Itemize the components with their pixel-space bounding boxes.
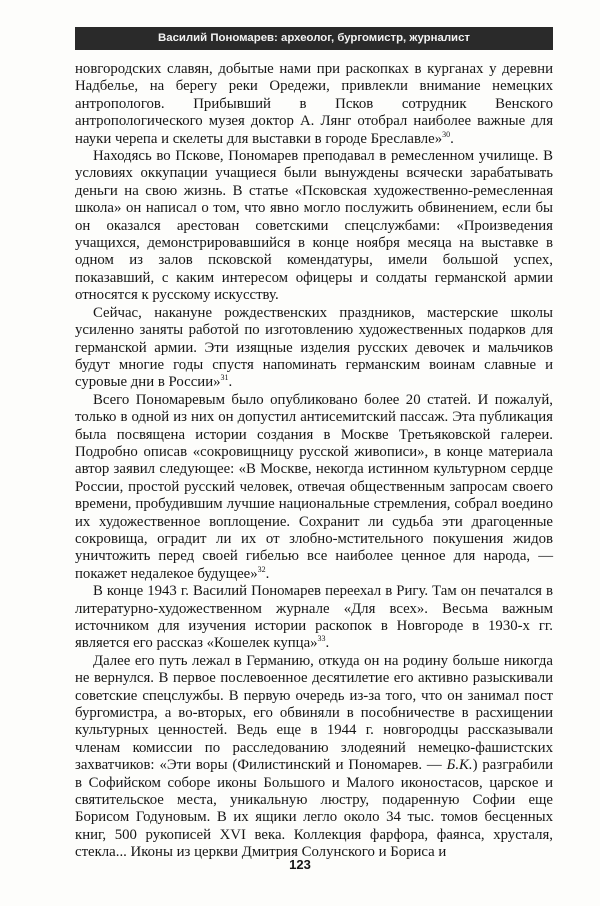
paragraph-2: Находясь во Пскове, Пономарев преподавал в ремесленном училище. В условиях оккупации учащиеся были вынуждены всячески зарабатывать деньги на свою жизнь. В статье «Псковская художественно-ремесленная школа» он написал о том, что явно могло послужить обвинением, если бы он оказался арестован советскими спецслужбами: «Произведения учащихся, демонстрировавшийся в конце ноября месяца на выставке в одном из залов псковской комендатуры, имели большой успех, показавший, с каким интересом офицеры и солдаты германской армии относятся к русскому искусству. [75,148,553,304]
running-header: Василий Пономарев: археолог, бургомистр, журналист [75,27,553,50]
paragraph-5: В конце 1943 г. Василий Пономарев переехал в Ригу. Там он печатался в литературно-художественном журнале «Для всех». Весьма важным источником для изучения истории раскопок в Новгороде в 1930-х гг. является его рассказ «Кошелек купца»$^{33}$. [75,583,553,652]
author-initials: Б.К. [446,757,473,774]
page-number: 123 [289,857,311,872]
paragraph-6: Далее его путь лежал в Германию, откуда он на родину больше никогда не вернулся. В первое послевоенное десятилетие его активно разыскивали советские спецслужбы. В первую очередь из-за того, что он занимал пост бургомистра, а во-вторых, его обвиняли в пособничестве в расхищении культурных ценностей. Ведь еще в 1944 г. новгородцы рассказывали членам комиссии по расследованию злодеяний немецко-фашистских захватчиков: «Эти воры (Филистинский и Пономарев. — Б.К.) разграбили в Софийском соборе иконы Большого и Малого иконостасов, царское и святительское места, уникальную люстру, подаренную Софии еще Борисом Годуновым. В их ящики легло около 34 тыс. томов бесценных книг, 500 рукописей XVI века. Коллекция фарфора, фаянса, хрусталя, стекла... Иконы из церкви Дмитрия Солунского и Бориса и [75,652,553,861]
body-text [75,61,553,862]
footnote-ref-33: 33 [317,634,326,644]
footnote-ref-32: 32 [257,564,266,574]
footnote-ref-30: 30 [442,129,451,139]
paragraph-1: новгородских славян, добытые нами при раскопках в курганах у деревни Надбелье, на берегу реки Оредежи, привлекли внимание немецких антропологов. Прибывший в Псков сотрудник Венского антропологического музея доктор А. Лянг отобрал наиболее важные для науки черепа и скелеты для выставки в городе Бреславле»$^{30}$. [75,61,553,147]
paragraph-4: Всего Пономаревым было опубликовано более 20 статей. И пожалуй, только в одной из них он допустил антисемитский пассаж. Эта публикация была посвящена истории создания в Москве Третьяковской галереи. Подробно описав «сокровищницу русской живописи», в конце материала автор заявил следующее: «В Москве, некогда истинном культурном сердце России, простой русский человек, отвечая общественным запросам своего времени, пробудившим лучшие национальные стремления, собрал воедино их художественное воплощение. Сохранит ли судьба эти драгоценные сокровища, оградит ли их от злобно-мстительного покушения жидов уничтожить перед своей гибелью все наиболее ценное для народа, — покажет недалекое будущее»$^{32}$. [75,391,553,582]
footnote-ref-31: 31 [220,373,229,383]
paragraph-3: Сейчас, накануне рождественских праздников, мастерские школы усиленно заняты работой по изготовлению художественных подарков для германской армии. Эти изящные изделия русских девочек и мальчиков будут многие годы спустя напоминать германским воинам славные и суровые дни в России»$^{31}$. [75,304,553,391]
